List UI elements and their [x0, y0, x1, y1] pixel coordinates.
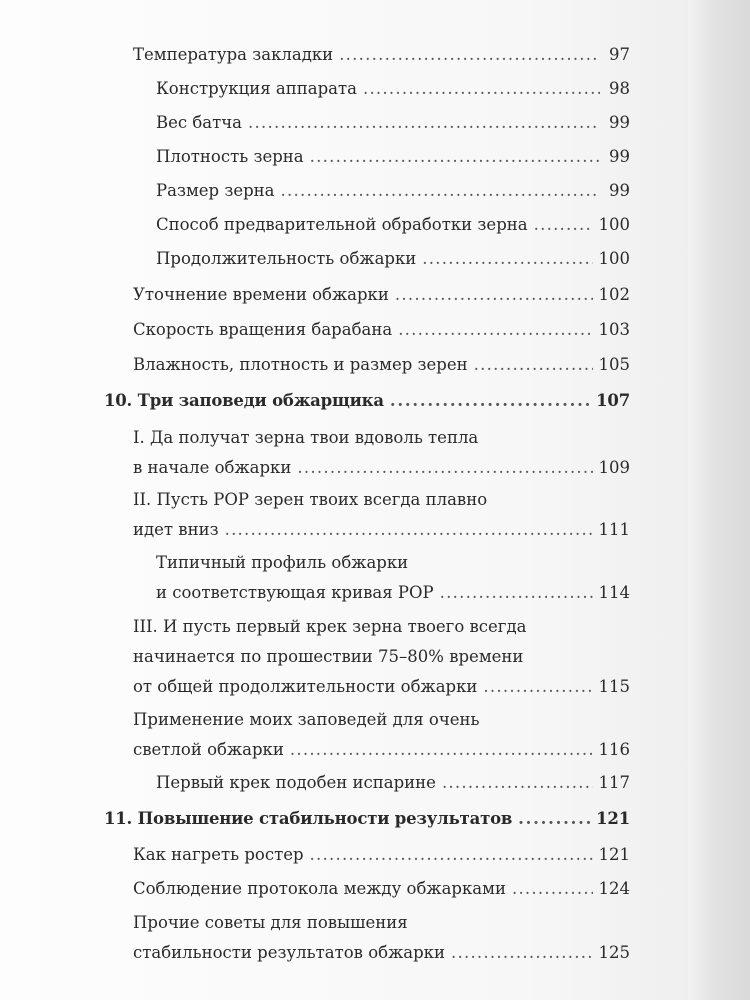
toc-entry-title: Температура закладки [133, 45, 334, 64]
leader-dots [398, 312, 592, 348]
toc-entry [133, 512, 630, 548]
toc-entry-title: I. Да получат зерна твои вдоволь тепла [133, 428, 479, 447]
toc-entry-page: 111 [598, 520, 630, 539]
toc-entry-page: 105 [598, 355, 630, 374]
leader-dots [440, 575, 593, 611]
toc-entry-title: Применение моих заповедей для очень [133, 710, 480, 729]
leader-dots [534, 207, 593, 243]
toc-entry-title: Вес батча [156, 113, 243, 132]
toc-entry-page: 125 [598, 943, 630, 962]
toc-chapter [104, 383, 630, 419]
toc-entry [133, 450, 630, 486]
toc-entry-page: 116 [598, 740, 630, 759]
toc-entry-page: 117 [598, 773, 630, 792]
toc-entry-title: Скорость вращения барабана [133, 320, 393, 339]
leader-dots [310, 139, 600, 175]
leader-dots [474, 347, 593, 383]
toc-entry-title: Размер зерна [156, 181, 275, 200]
toc-entry-page: 114 [598, 583, 630, 602]
toc-chapter [104, 801, 630, 837]
toc-entry-title: Уточнение времени обжарки [133, 285, 389, 304]
toc-entry-title: стабильности результатов обжарки [133, 943, 445, 962]
toc-entry [133, 37, 630, 73]
toc-entry [133, 669, 630, 705]
toc-chapter-page: 121 [596, 809, 630, 828]
leader-dots [339, 37, 600, 73]
toc-entry-page: 97 [609, 45, 630, 64]
toc-entry-page: 99 [609, 147, 630, 166]
toc-entry-title: Влажность, плотность и размер зерен [133, 355, 468, 374]
toc-entry-title: Способ предварительной обработки зерна [156, 215, 528, 234]
toc-entry-page: 121 [598, 845, 630, 864]
leader-dots [422, 241, 592, 277]
toc-entry-page: 99 [609, 181, 630, 200]
toc-entry-page: 109 [598, 458, 630, 477]
toc-entry-page: 100 [598, 249, 630, 268]
toc-chapter-title: 10. Три заповеди обжарщика [104, 391, 384, 410]
leader-dots [297, 450, 592, 486]
toc-entry [156, 241, 630, 277]
toc-entry [156, 71, 630, 107]
leader-dots [483, 669, 592, 705]
toc-entry [156, 173, 630, 209]
toc-entry-page: 99 [609, 113, 630, 132]
leader-dots [310, 837, 593, 873]
toc-entry [156, 765, 630, 801]
toc-entry-title: Продолжительность обжарки [156, 249, 417, 268]
leader-dots [290, 732, 593, 768]
toc-entry [133, 277, 630, 313]
leader-dots [225, 512, 593, 548]
leader-dots [442, 765, 593, 801]
toc-entry-title: Как нагреть ростер [133, 845, 304, 864]
leader-dots [395, 277, 593, 313]
toc-entry [156, 105, 630, 141]
toc-chapter-page: 107 [596, 391, 630, 410]
toc-entry [133, 871, 630, 907]
toc-entry [133, 732, 630, 768]
toc-entry [156, 575, 630, 611]
toc-entry-title: в начале обжарки [133, 458, 292, 477]
toc-entry-title: и соответствующая кривая РОР [156, 583, 434, 602]
toc-entry-title: Прочие советы для повышения [133, 913, 408, 932]
toc-entry [133, 312, 630, 348]
toc-chapter-title: 11. Повышение стабильности результатов [104, 809, 513, 828]
toc-entry-title: от общей продолжительности обжарки [133, 677, 478, 696]
toc-entry-title: светлой обжарки [133, 740, 284, 759]
toc-entry-title: Первый крек подобен испарине [156, 773, 436, 792]
toc-entry-page: 103 [598, 320, 630, 339]
leader-dots [451, 935, 593, 971]
toc-entry-page: 102 [598, 285, 630, 304]
toc-entry-title: III. И пусть первый крек зерна твоего всегда [133, 617, 527, 636]
toc-entry-page: 115 [598, 677, 630, 696]
toc-entry-title: Конструкция аппарата [156, 79, 357, 98]
leader-dots [518, 801, 590, 837]
toc-entry-title: идет вниз [133, 520, 219, 539]
leader-dots [281, 173, 600, 209]
page-gutter-shadow [688, 0, 750, 1000]
leader-dots [248, 105, 600, 141]
toc-entry-title: Типичный профиль обжарки [156, 553, 409, 572]
toc-entry [156, 139, 630, 175]
toc-entry [133, 837, 630, 873]
toc-entry [133, 935, 630, 971]
leader-dots [363, 71, 600, 107]
toc-entry-page: 124 [598, 879, 630, 898]
leader-dots [512, 871, 593, 907]
toc-entry-page: 98 [609, 79, 630, 98]
toc-entry [133, 347, 630, 383]
toc-entry-title: Плотность зерна [156, 147, 304, 166]
toc-entry [156, 207, 630, 243]
leader-dots [390, 383, 590, 419]
toc-entry-page: 100 [598, 215, 630, 234]
toc-entry-title: начинается по прошествии 75–80% времени [133, 647, 524, 666]
toc-entry-title: II. Пусть РОР зерен твоих всегда плавно [133, 490, 488, 509]
toc-entry-title: Соблюдение протокола между обжарками [133, 879, 506, 898]
